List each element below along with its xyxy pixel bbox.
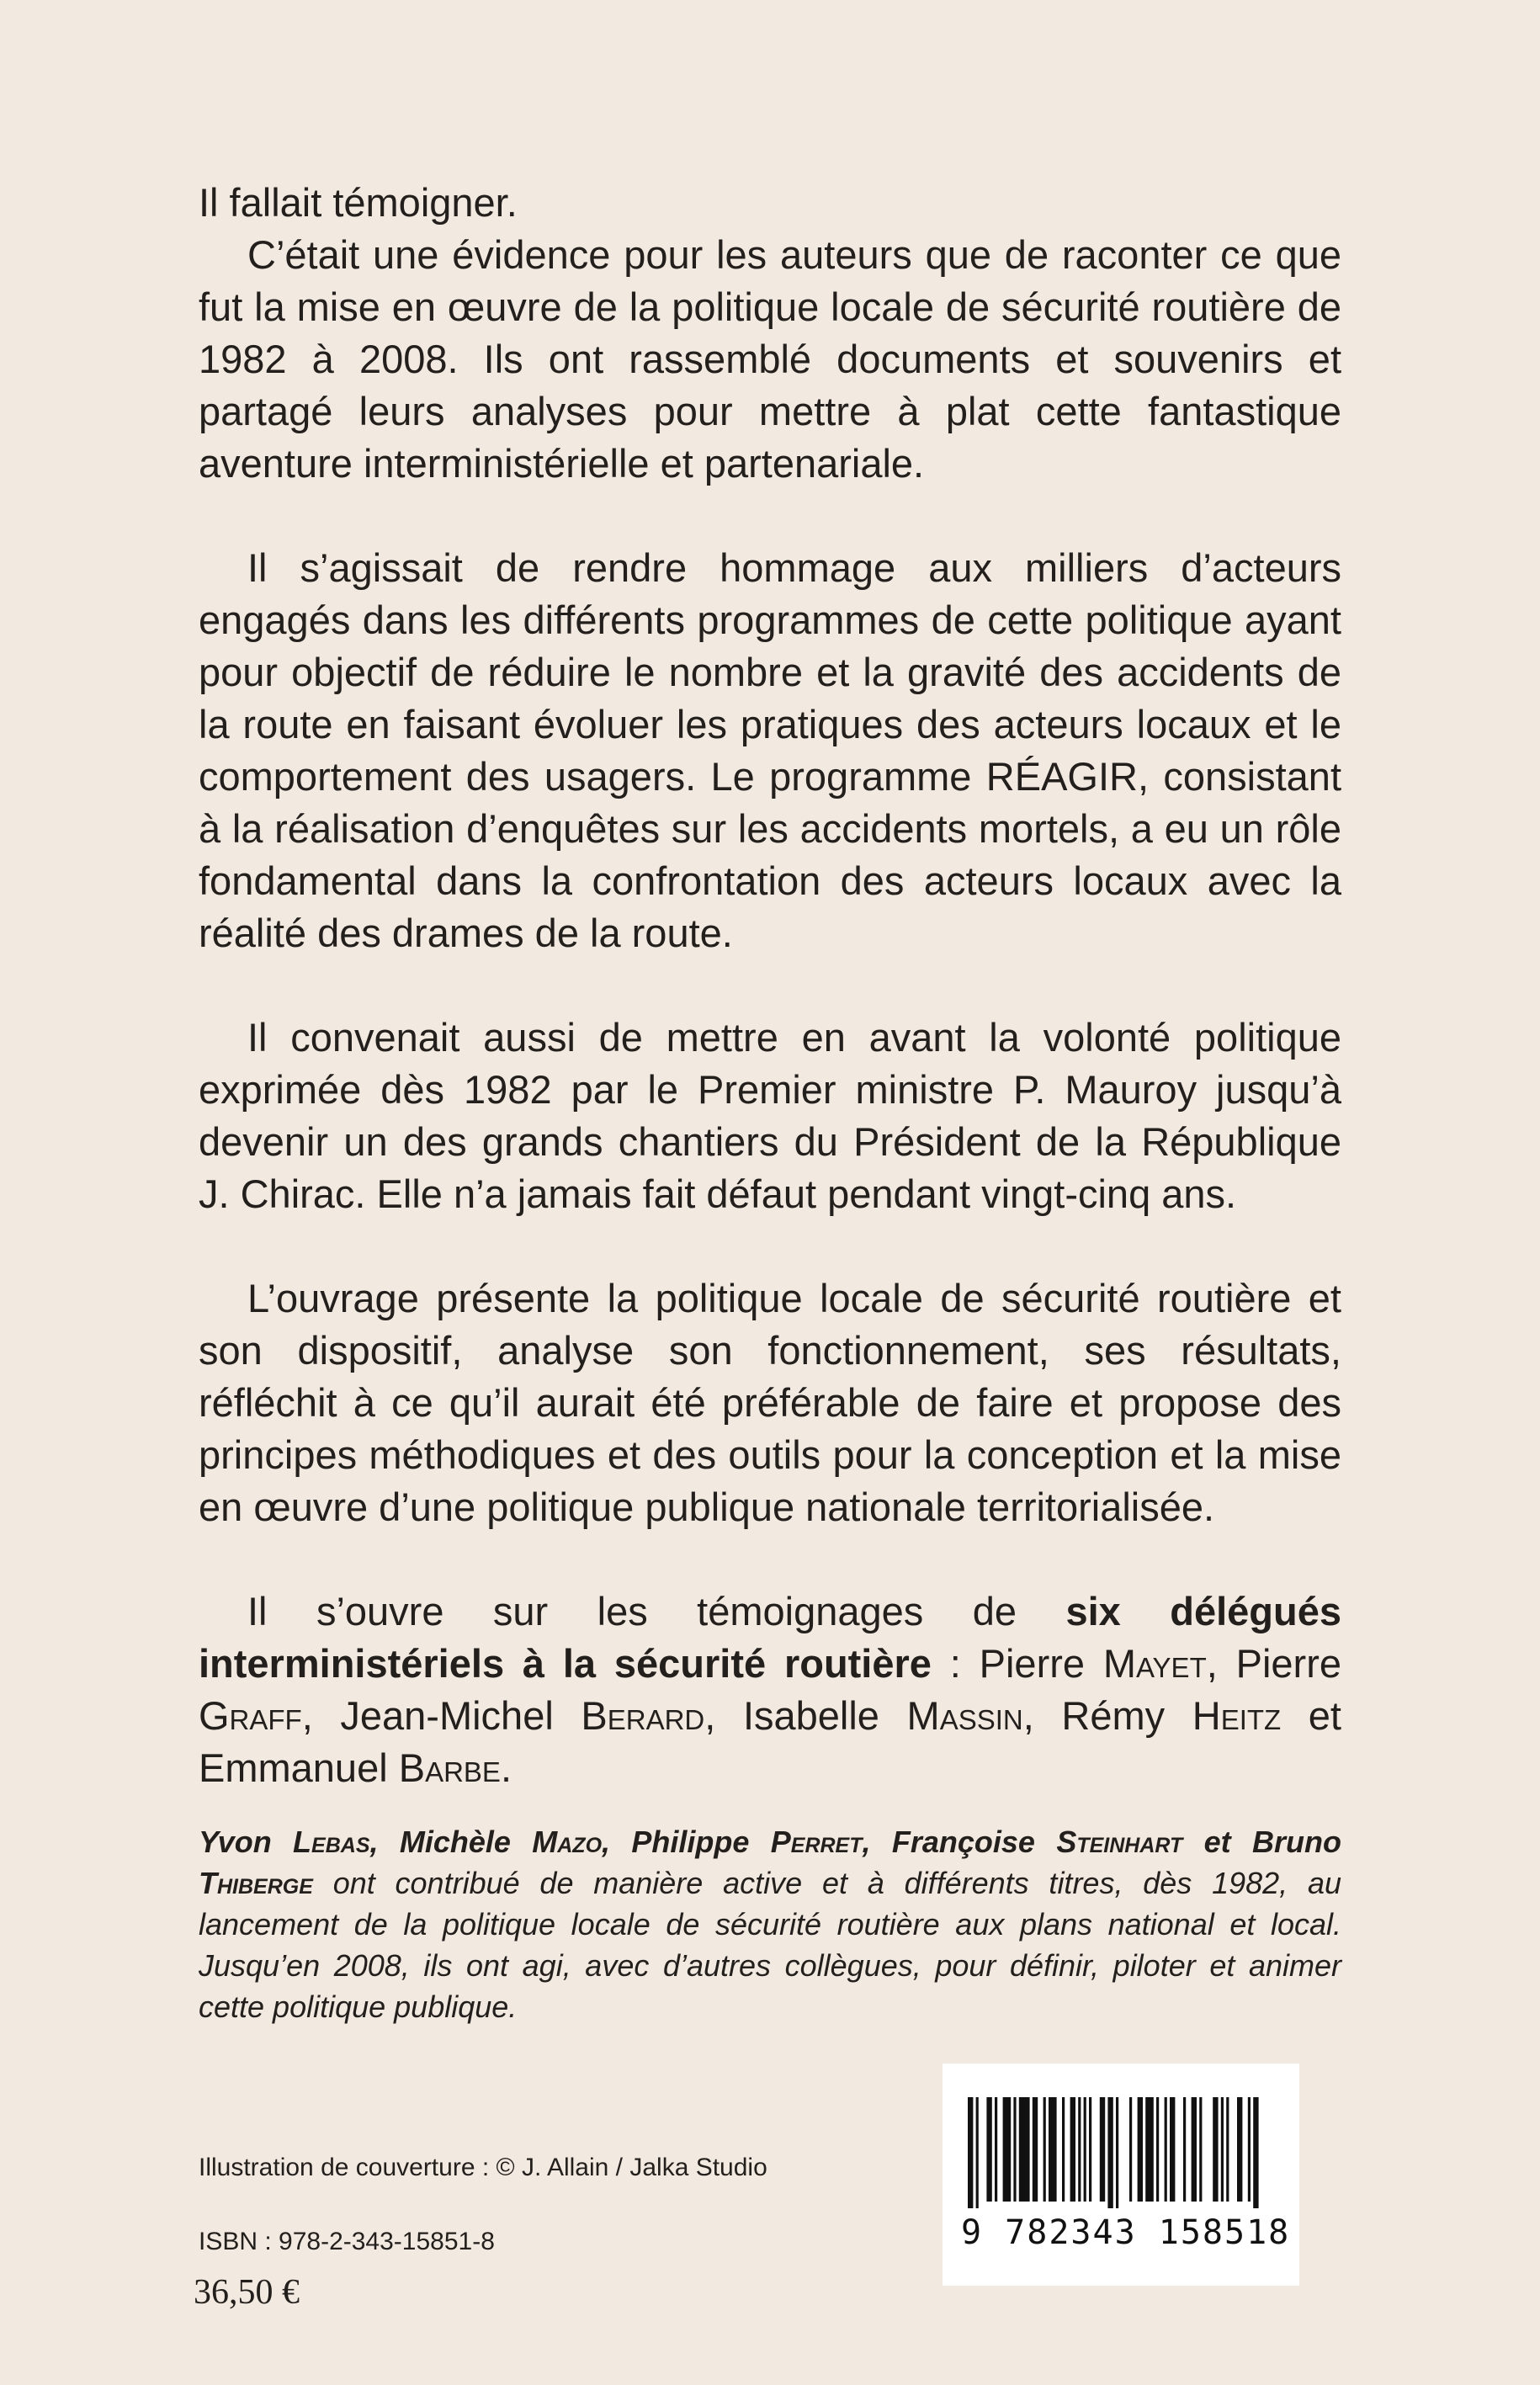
barcode-bar [1003, 2097, 1012, 2202]
barcode-bar [1107, 2097, 1113, 2208]
authors-bio [199, 1821, 1341, 2027]
author-first-name: Yvon [199, 1825, 294, 1859]
delegate-separator: , [301, 1693, 341, 1738]
barcode-bar [1049, 2097, 1057, 2202]
author-last-name: Lebas [293, 1825, 370, 1859]
delegate [199, 1745, 512, 1790]
paragraph-3: Il s’agissait de rendre hommage aux milliers d’acteurs engagés dans les différents programmes de cette politique ayant pour objectif de réduire le nombre et la gravité des accidents de la route en faisant évoluer les pratiques des acteurs locaux et le comportement des usagers. Le programme RÉAGIR, consistant à la réalisation d’enquêtes sur les accidents mortels, a eu un rôle fondamental dans la confrontation des acteurs locaux avec la réalité des drames de la route. [199, 545, 1341, 955]
author-last-name: Thiberge [199, 1866, 313, 1900]
barcode-bar [1165, 2097, 1167, 2202]
barcode-bar [968, 2097, 973, 2208]
author-first-name: Michèle [399, 1825, 533, 1859]
barcode-bar [1253, 2097, 1258, 2208]
barcode-bar [1237, 2097, 1242, 2202]
barcode-bar [1138, 2097, 1143, 2202]
delegate-last-name: Berard [581, 1693, 705, 1738]
author-first-name: Philippe [631, 1825, 771, 1859]
barcode-bar [986, 2097, 991, 2202]
delegate-separator: . [500, 1745, 512, 1790]
author [199, 1825, 400, 1859]
isbn: ISBN : 978-2-343-15851-8 [199, 2228, 495, 2255]
delegate-first-name: Pierre [979, 1641, 1103, 1686]
delegate [980, 1641, 1236, 1686]
author-separator: , [369, 1825, 400, 1859]
barcode-bar [1226, 2097, 1229, 2202]
barcode-bar [1129, 2097, 1132, 2202]
barcode-bar [1199, 2097, 1202, 2202]
delegate [1061, 1693, 1341, 1738]
author-last-name: Steinhart [1056, 1825, 1183, 1859]
price: 36,50 € [194, 2273, 300, 2312]
author-first-name: Françoise [891, 1825, 1057, 1859]
author [400, 1825, 632, 1859]
barcode-bar [1013, 2097, 1016, 2202]
delegate-first-name: Jean-Michel [340, 1693, 581, 1738]
author-separator: , [862, 1825, 892, 1859]
delegate-first-name: Isabelle [742, 1693, 907, 1738]
barcode-bar [1089, 2097, 1091, 2202]
barcode-bar [1145, 2097, 1154, 2202]
delegate-first-name: Pierre [1235, 1641, 1341, 1686]
barcode-bar [1078, 2097, 1081, 2202]
back-cover-text [199, 177, 1341, 1794]
barcode-bar [1156, 2097, 1159, 2202]
paragraph-6 [199, 1586, 1341, 1794]
cover-illustration-credit: Illustration de couverture : © J. Allain / Jalka Studio [199, 2154, 767, 2181]
barcode-bar [1019, 2097, 1030, 2202]
opening-line: Il fallait témoigner. [199, 180, 518, 225]
barcode-bar [1084, 2097, 1086, 2202]
delegate-separator: , [1206, 1641, 1236, 1686]
barcode-bar [1033, 2097, 1038, 2202]
paragraph-4: Il convenait aussi de mettre en avant la volonté politique exprimée dès 1982 par le Premier ministre P. Mauroy jusqu’à devenir un des grands chantiers du Président de la République J. Chirac. Elle n’a jamais fait défaut pendant vingt-cinq ans. [199, 1015, 1341, 1216]
author-last-name: Mazo [532, 1825, 603, 1859]
barcode-digits: 9 782343 158518 [961, 2213, 1291, 2252]
delegate [340, 1693, 743, 1738]
barcode-bar [995, 2097, 997, 2202]
barcode [943, 2064, 1299, 2286]
delegate-last-name: Heitz [1192, 1693, 1282, 1738]
delegate-separator: , [704, 1693, 743, 1738]
author-separator: et [1182, 1825, 1252, 1859]
paragraph-6-bold: six délégués interministériels à la sécurité routière [199, 1589, 1341, 1686]
paragraph-2: C’était une évidence pour les auteurs que de raconter ce que fut la mise en œuvre de la politique locale de sécurité routière de 1982 à 2008. Ils ont rassemblé documents et souvenirs et partagé leurs analyses pour mettre à plat cette fantastique aventure interministérielle et partenariale. [199, 232, 1341, 486]
barcode-bar [1043, 2097, 1046, 2202]
paragraph-6-intro: Il s’ouvre sur les témoignages de [247, 1589, 1066, 1633]
delegate-separator: , [1022, 1693, 1062, 1738]
author [892, 1825, 1252, 1859]
delegate-first-name: Rémy [1061, 1693, 1192, 1738]
barcode-bars [968, 2097, 1274, 2208]
barcode-bar [1221, 2097, 1224, 2202]
author [631, 1825, 891, 1859]
paragraph-5: L’ouvrage présente la politique locale de sécurité routière et son dispositif, analyse son fonctionnement, ses résultats, réfléchit à ce qu’il aurait été préférable de faire et propose des principes méthodiques et des outils pour la conception et la mise en œuvre d’une politique publique nationale territorialisée. [199, 1276, 1341, 1529]
author-first-name: Bruno [1252, 1825, 1341, 1859]
delegate-last-name: Graff [199, 1693, 302, 1738]
delegate-last-name: Mayet [1102, 1641, 1207, 1686]
author-separator: , [602, 1825, 632, 1859]
barcode-bar [1170, 2097, 1175, 2202]
barcode-bar [1116, 2097, 1118, 2208]
delegate [743, 1693, 1061, 1738]
barcode-bar [1248, 2097, 1251, 2202]
delegate-first-name: Emmanuel [199, 1745, 399, 1790]
author-last-name: Perret [770, 1825, 863, 1859]
delegate-last-name: Massin [906, 1693, 1023, 1738]
barcode-bar [1192, 2097, 1197, 2202]
barcode-bar [1070, 2097, 1075, 2202]
paragraph-6-separator: : [931, 1641, 980, 1686]
barcode-bar [1213, 2097, 1218, 2202]
bio-text: ont contribué de manière active et à différents titres, dès 1982, au lancement de la politique locale de sécurité routière aux plans national et local. Jusqu’en 2008, ils ont agi, avec d’autres collègues, pour définir, piloter et animer cette politique publique. [199, 1866, 1341, 2024]
barcode-bar [976, 2097, 979, 2208]
delegate-last-name: Barbe [398, 1745, 501, 1790]
barcode-bar [1183, 2097, 1186, 2202]
barcode-bar [1100, 2097, 1105, 2202]
delegate-separator: et [1281, 1693, 1341, 1738]
barcode-bar [1062, 2097, 1065, 2202]
